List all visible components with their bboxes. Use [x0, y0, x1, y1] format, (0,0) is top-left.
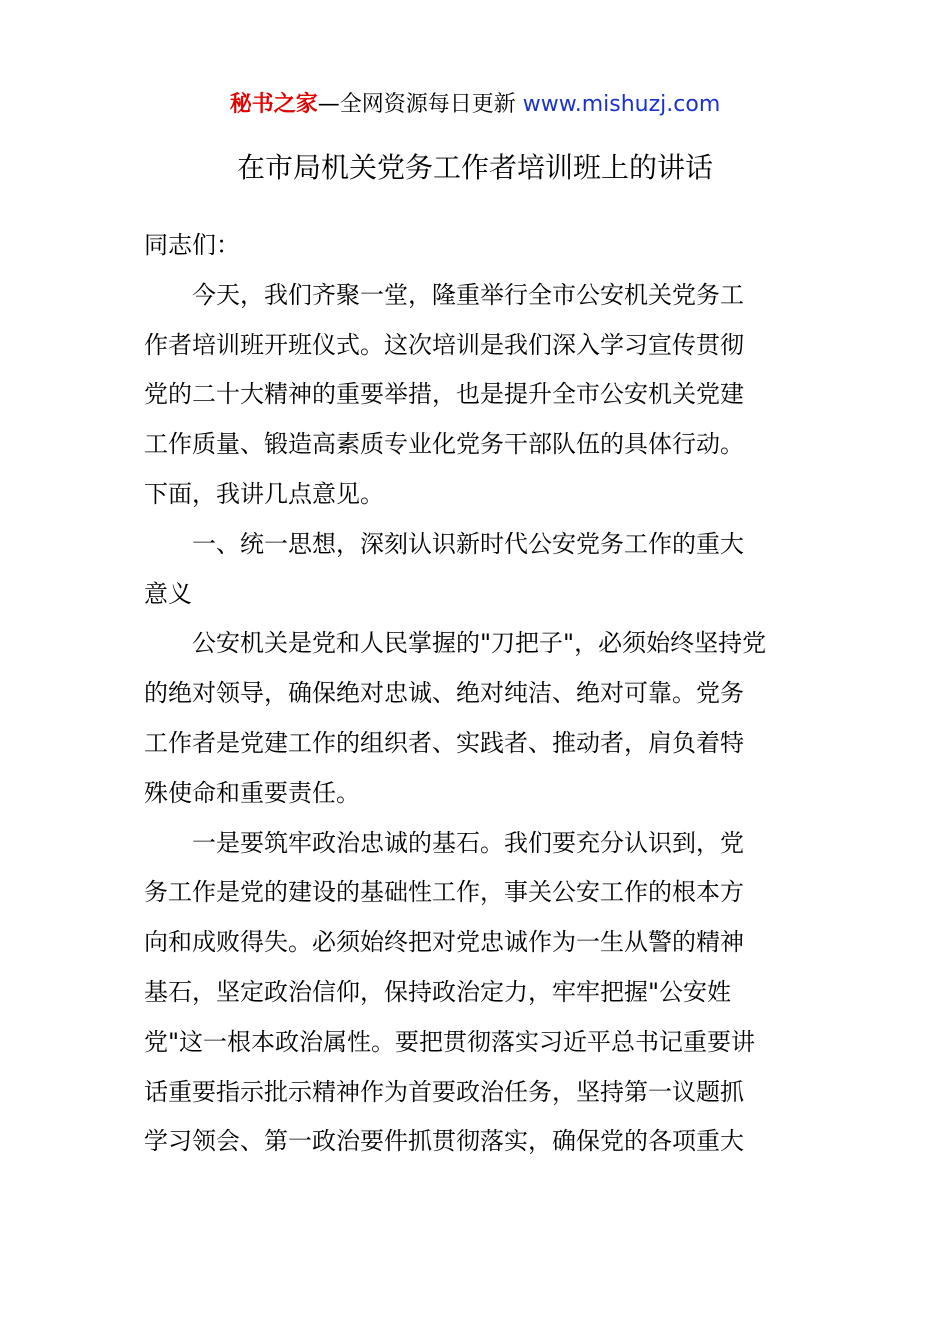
section-heading-line: 一、统一思想，深刻认识新时代公安党务工作的重大 — [144, 529, 744, 558]
site-header — [0, 88, 950, 122]
body-line: 基石，坚定政治信仰，保持政治定力，牢牢把握"公安姓 — [144, 977, 732, 1006]
body-line: 工作者是党建工作的组织者、实践者、推动者，肩负着特 — [144, 728, 744, 757]
body-line: 今天，我们齐聚一堂，隆重举行全市公安机关党务工 — [144, 280, 744, 309]
body-line: 殊使命和重要责任。 — [144, 778, 360, 807]
body-line: 作者培训班开班仪式。这次培训是我们深入学习宣传贯彻 — [144, 330, 744, 359]
body-line: 党"这一根本政治属性。要把贯彻落实习近平总书记重要讲 — [144, 1027, 756, 1056]
body-line: 公安机关是党和人民掌握的"刀把子"，必须始终坚持党 — [144, 629, 767, 658]
body-line: 向和成败得失。必须始终把对党忠诚作为一生从警的精神 — [144, 928, 744, 957]
body-line: 学习领会、第一政治要件抓贯彻落实，确保党的各项重大 — [144, 1127, 744, 1156]
body-line: 话重要指示批示精神作为首要政治任务，坚持第一议题抓 — [144, 1077, 744, 1106]
site-url-link[interactable]: www.mishuzj.com — [522, 92, 721, 117]
body-line: 务工作是党的建设的基础性工作，事关公安工作的根本方 — [144, 878, 744, 907]
document-title: 在市局机关党务工作者培训班上的讲话 — [236, 151, 713, 184]
body-line: 党的二十大精神的重要举措，也是提升全市公安机关党建 — [144, 380, 744, 409]
section-heading-line: 意义 — [144, 579, 192, 608]
body-line: 的绝对领导，确保绝对忠诚、绝对纯洁、绝对可靠。党务 — [144, 679, 744, 708]
body-line: 下面，我讲几点意见。 — [144, 479, 384, 508]
body-line-salutation: 同志们： — [144, 231, 240, 259]
header-slogan: —全网资源每日更新 — [317, 92, 516, 117]
body-line: 一是要筑牢政治忠诚的基石。我们要充分认识到，党 — [144, 828, 744, 857]
brand-name: 秘书之家 — [229, 92, 318, 117]
body-line: 工作质量、锻造高素质专业化党务干部队伍的具体行动。 — [144, 430, 744, 459]
document-body — [144, 221, 808, 1167]
